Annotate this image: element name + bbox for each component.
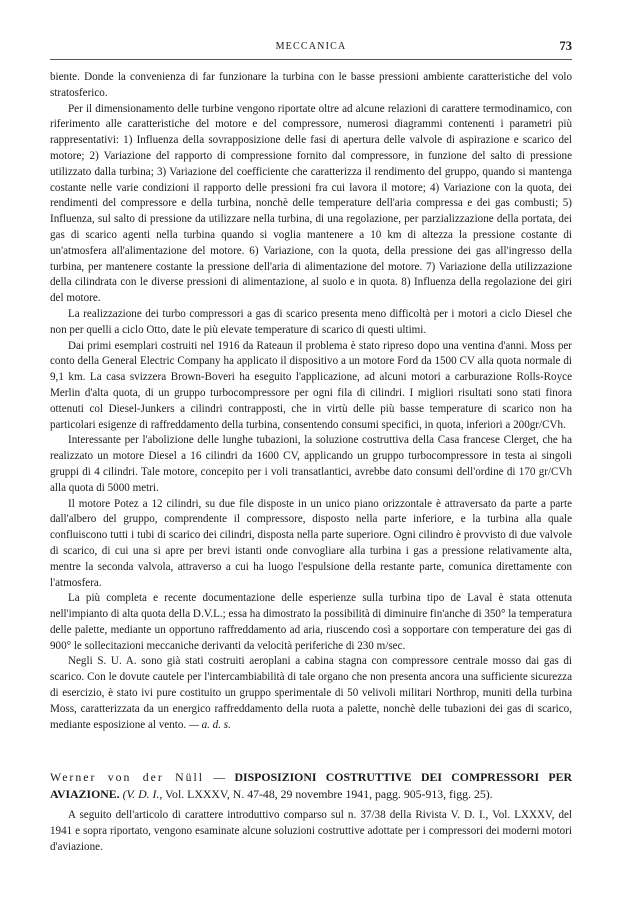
running-title: MECCANICA <box>275 41 347 52</box>
paragraph-usa <box>50 654 572 733</box>
paragraph-history: Dai primi esemplari costruiti nel 1916 da Rateaun il problema è stato ripreso dopo una ventina d'anni. Moss per conto della General Electric Company ha applicato il dispositivo a un motore Ford da 1500 CV alla quota normale di 9,1 km. La casa svizzera Brown-Boveri ha eseguito l'applicazione, ad alcuni motori a carburazione Rolls-Royce Merlin d'alta quota, di un gruppo turbocompressore per ogni fila di cilindri. I migliori risultati sono stati finora ottenuti col Diesel-Junkers a cilindri contrapposti, che in virtù delle più basse temperature di scarico non ha particolari esigenze di raffreddamento della turbina, consentendo consumi specifici, in quota, inferiori a 200gr/CVh. <box>50 339 572 431</box>
article-author: Werner von der Nüll <box>50 770 205 784</box>
paragraph-clerget: Interessante per l'abolizione delle lunghe tubazioni, la soluzione costruttiva della Casa francese Clerget, che ha realizzato un motore Diesel a 16 cilindri da 1600 CV, applicando un gruppo turbocompressore in testa ai singoli gruppi di 4 cilindri. Tale motore, concepito per i voli transatlantici, avrebbe dato consumi dell'ordine di 170 gr/CVh alla quota di 5000 metri. <box>50 434 572 494</box>
source-journal: (V. D. I. <box>122 787 160 801</box>
source-details: , Vol. LXXXV, N. 47-48, 29 novembre 1941, pagg. 905-913, figg. 25). <box>159 787 493 801</box>
article-title: DISPOSIZIONI COSTRUTTIVE DEI COMPRESSORI PER AVIAZIONE. <box>50 770 572 801</box>
paragraph-continuation: biente. Donde la convenienza di far funzionare la turbina con le basse pressioni ambiente caratteristiche del volo stratosferico. <box>50 71 572 99</box>
page-number: 73 <box>559 39 572 53</box>
paragraph-de-laval: La più completa e recente documentazione delle esperienze sulla turbina tipo de Laval è stata ottenuta nell'impianto di alta quota della D.V.L.; essa ha dimostrato la possibilità di diminuire fin'anche di 350° la temperatura delle palette, mediante un opportuno raffreddamento ad aria, riuscendo così a sopportare con temperature dei gas di 900° le sollecitazioni meccaniche derivanti da velocità periferiche di 230 m/sec. <box>50 592 572 652</box>
article-intro <box>50 808 572 855</box>
page-header <box>50 41 572 57</box>
paragraph-diesel-otto: La realizzazione dei turbo compressori a gas di scarico presenta meno difficoltà per i motori a ciclo Diesel che non per quelli a ciclo Otto, date le più elevate temperature di scarico di questi ultimi. <box>50 307 572 336</box>
heading-dash: — <box>204 770 235 784</box>
paragraph-potez: Il motore Potez a 12 cilindri, su due file disposte in un unico piano orizzontale è attraversato da parte a parte dall'albero del gruppo, comprendente il compressore, disposto nella parte inferiore, e la turbina alla quale confluiscono tutti i tubi di scarico dei cilindri, disposta nella parte superiore. Ogni cilindro è provvisto di due valvole di scarico, di cui una si apre per brevi istanti onde convogliare alla turbina i gas a pressione relativamente alta, mentre la seconda valvola, attraverso a cui ha luogo l'espulsione della restante parte, comunica direttamente con l'atmosfera. <box>50 497 572 589</box>
header-rule <box>50 59 572 60</box>
intro-paragraph: A seguito dell'articolo di carattere introduttivo comparso sul n. 37/38 della Rivista V. D. I., Vol. LXXXV, del 1941 e sopra riportato, vengono esaminate alcune soluzioni costruttive adottate per i compressori dei moderni motori d'aviazione. <box>50 809 572 853</box>
paragraph-dimensioning: Per il dimensionamento delle turbine vengono riportate oltre ad alcune relazioni di carattere termodinamico, con riferimento alle caratteristiche del motore e del compressore, numerosi diagrammi contenenti i parametri più rappresentativi: 1) Influenza della sovrapposizione delle fasi di apertura delle valvole di aspirazione e scarico del motore; 2) Variazione del rapporto di compressione fornito dal compressore, in funzione del salto di pressione utilizzato dalla turbina; 3) Variazione del coefficiente che caratterizza il rendimento del gruppo, quando si mantenga costante nelle varie condizioni il rapporto delle pressioni fra cui lavora il motore; 4) Variazione con la quota, dei rendimenti del compressore e della turbina, nonchè delle temperature dell'aria compressa e dei gas combusti; 5) Influenza, sul salto di pressione da utilizzare nella turbina, di una regolazione, per parzializzazione della portata, dei gas di scarico agenti nella turbina quando si voglia mantenere a 10 km di altezza la pressione costante di un'atmosfera all'alimentazione del motore. 6) Variazione, con la quota, della pressione dei gas all'ingresso della turbina, per mantenere costante la pressione dell'aria di alimentazione del motore. 7) Variazione della utilizzazione della cilindrata con le diverse pressioni di alimentazione, al suolo e in quota. 8) Influenza della regolazione dei giri del motore. <box>50 102 572 305</box>
author-signature: — a. d. s. <box>188 718 231 731</box>
article-heading <box>50 769 572 803</box>
paragraph-usa-text: Negli S. U. A. sono già stati costruiti aeroplani a cabina stagna con compressore centrale mosso dai gas di scarico. Con le dovute cautele per l'intercambiabilità di tale organo che non presenta ancora una sufficiente sicurezza di esercizio, è stato ivi pure costituito un gruppo sperimentale di 50 velivoli militari Northrop, muniti della turbina Moss, caratterizzata da un energico raffreddamento della ruota a palette, nonchè delle tubazioni dei gas di scarico, mediante esposizione al vento. <box>50 655 572 731</box>
article-body <box>50 70 572 733</box>
